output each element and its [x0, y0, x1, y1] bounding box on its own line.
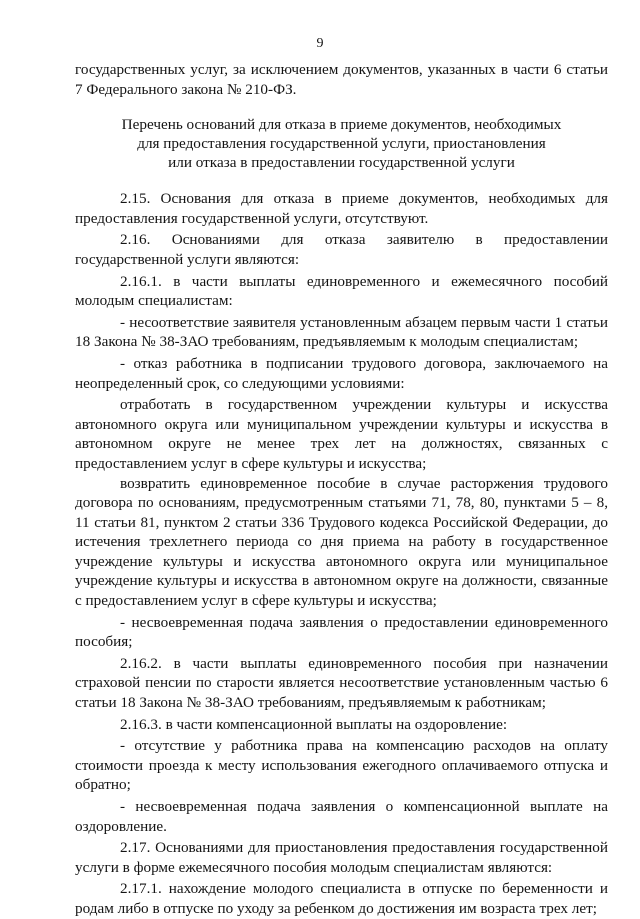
intro-paragraph: государственных услуг, за исключением документов, указанных в части 6 статьи 7 Федерального закона № 210-ФЗ.	[75, 61, 608, 98]
list-item: - отказ работника в подписании трудового договора, заключаемого на неопределенный срок, со следующими условиями:	[75, 354, 608, 392]
condition-paragraph: отработать в государственном учреждении культуры и искусства автономного округа или муниципальном учреждении культуры и искусства в автономном округе не менее трех лет на должностях, связанных с предоставлением услуг в сфере культуры и искусства;	[75, 396, 608, 472]
list-item: - несвоевременная подача заявления о предоставлении единовременного пособия;	[75, 613, 608, 651]
paragraph-2-17: 2.17. Основаниями для приостановления предоставления государственной услуги в форме ежемесячного пособия молодым специалистам являются:	[75, 839, 608, 876]
paragraph-2-15: 2.15. Основания для отказа в приеме документов, необходимых для предоставления государственной услуги, отсутствуют.	[75, 190, 608, 227]
paragraph-2-16: 2.16. Основаниями для отказа заявителю в предоставлении государственной услуги являются:	[75, 231, 608, 268]
page-number: 9	[316, 36, 324, 51]
list-item: - отсутствие у работника права на компенсацию расходов на оплату стоимости проезда к месту использования ежегодного оплачиваемого отпуска и обратно;	[75, 737, 608, 794]
heading-line-2: для предоставления государственной услуги, приостановления	[137, 135, 546, 153]
condition-paragraph: возвратить единовременное пособие в случае расторжения трудового договора по основаниям, предусмотренным статьями 71, 78, 80, пунктами 5 – 8, 11 статьи 81, пунктом 2 статьи 336 Трудового кодекса Российской Федерации, до истечения трехлетнего периода со дня приема на работу в государственное учреждение культуры и искусства автономного округа или муниципальное учреждение культуры и искусства в автономном округе на должности, связанные с предоставлением услуг в сфере культуры и искусства;	[75, 474, 608, 610]
document-body	[75, 60, 608, 919]
heading-line-3: или отказа в предоставлении государственной услуги	[168, 154, 515, 172]
paragraph-2-16-3: 2.16.3. в части компенсационной выплаты на оздоровление:	[120, 715, 508, 733]
paragraph-2-16-2: 2.16.2. в части выплаты единовременного пособия при назначении страховой пенсии по старости является несоответствие установленным частью 6 статьи 18 Закона № 38-ЗАО требованиям, предъявляемым к работникам;	[75, 654, 608, 712]
paragraph-2-17-1: 2.17.1. нахождение молодого специалиста в отпуске по беременности и родам либо в отпуске по уходу за ребенком до достижения им возраста трех лет;	[75, 880, 608, 917]
heading-line-1: Перечень оснований для отказа в приеме документов, необходимых	[121, 116, 562, 134]
section-heading	[75, 115, 608, 172]
list-item: - несвоевременная подача заявления о компенсационной выплате на оздоровление.	[75, 798, 608, 835]
paragraph-2-16-1: 2.16.1. в части выплаты единовременного и ежемесячного пособий молодым специалистам:	[75, 272, 608, 310]
list-item: - несоответствие заявителя установленным абзацем первым части 1 статьи 18 Закона № 38-ЗАО требованиям, предъявляемым к молодым специалистам;	[75, 313, 608, 351]
